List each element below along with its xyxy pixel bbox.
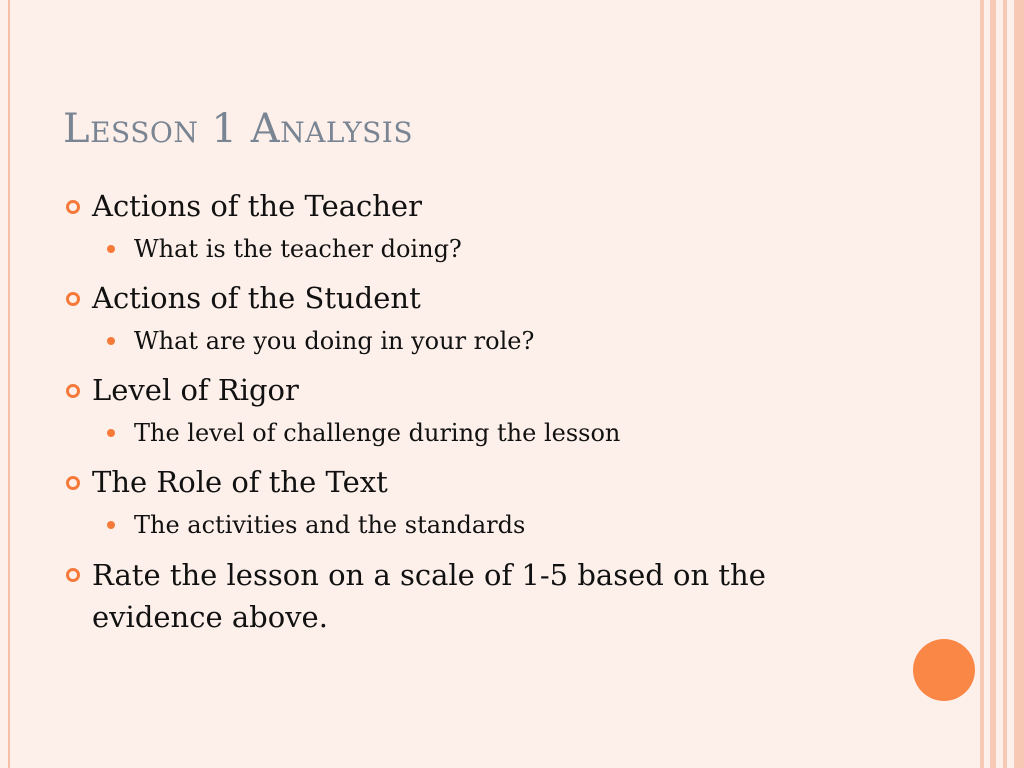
- ring-bullet-icon: [66, 200, 80, 214]
- bullet-item: [63, 186, 843, 226]
- bullet-list: [63, 186, 843, 638]
- decorative-circle: [913, 639, 975, 701]
- sub-bullet-item: [63, 508, 843, 542]
- bullet-item: [63, 554, 843, 638]
- sub-bullet-item: [63, 232, 843, 266]
- bullet-text: Actions of the Teacher: [92, 189, 422, 223]
- sub-bullet-item: [63, 324, 843, 358]
- right-stripe: [980, 0, 984, 768]
- dot-bullet-icon: [107, 337, 115, 345]
- sub-bullet-text: What are you doing in your role?: [134, 327, 535, 355]
- slide-title: Lesson 1 Analysis: [63, 106, 414, 152]
- bullet-text: Rate the lesson on a scale of 1-5 based on the evidence above.: [92, 558, 766, 634]
- bullet-item: [63, 462, 843, 502]
- ring-bullet-icon: [66, 568, 80, 582]
- bullet-text: Level of Rigor: [92, 373, 299, 407]
- sub-bullet-item: [63, 416, 843, 450]
- bullet-item: [63, 278, 843, 318]
- bullet-item: [63, 370, 843, 410]
- right-stripe: [1014, 0, 1024, 768]
- right-stripe: [1003, 0, 1007, 768]
- left-border-line: [8, 0, 10, 768]
- sub-bullet-text: The level of challenge during the lesson: [134, 419, 621, 447]
- ring-bullet-icon: [66, 476, 80, 490]
- dot-bullet-icon: [107, 245, 115, 253]
- bullet-text: Actions of the Student: [92, 281, 421, 315]
- ring-bullet-icon: [66, 292, 80, 306]
- bullet-text: The Role of the Text: [92, 465, 388, 499]
- sub-bullet-text: What is the teacher doing?: [134, 235, 462, 263]
- dot-bullet-icon: [107, 429, 115, 437]
- ring-bullet-icon: [66, 384, 80, 398]
- right-stripe: [990, 0, 996, 768]
- dot-bullet-icon: [107, 521, 115, 529]
- sub-bullet-text: The activities and the standards: [134, 511, 526, 539]
